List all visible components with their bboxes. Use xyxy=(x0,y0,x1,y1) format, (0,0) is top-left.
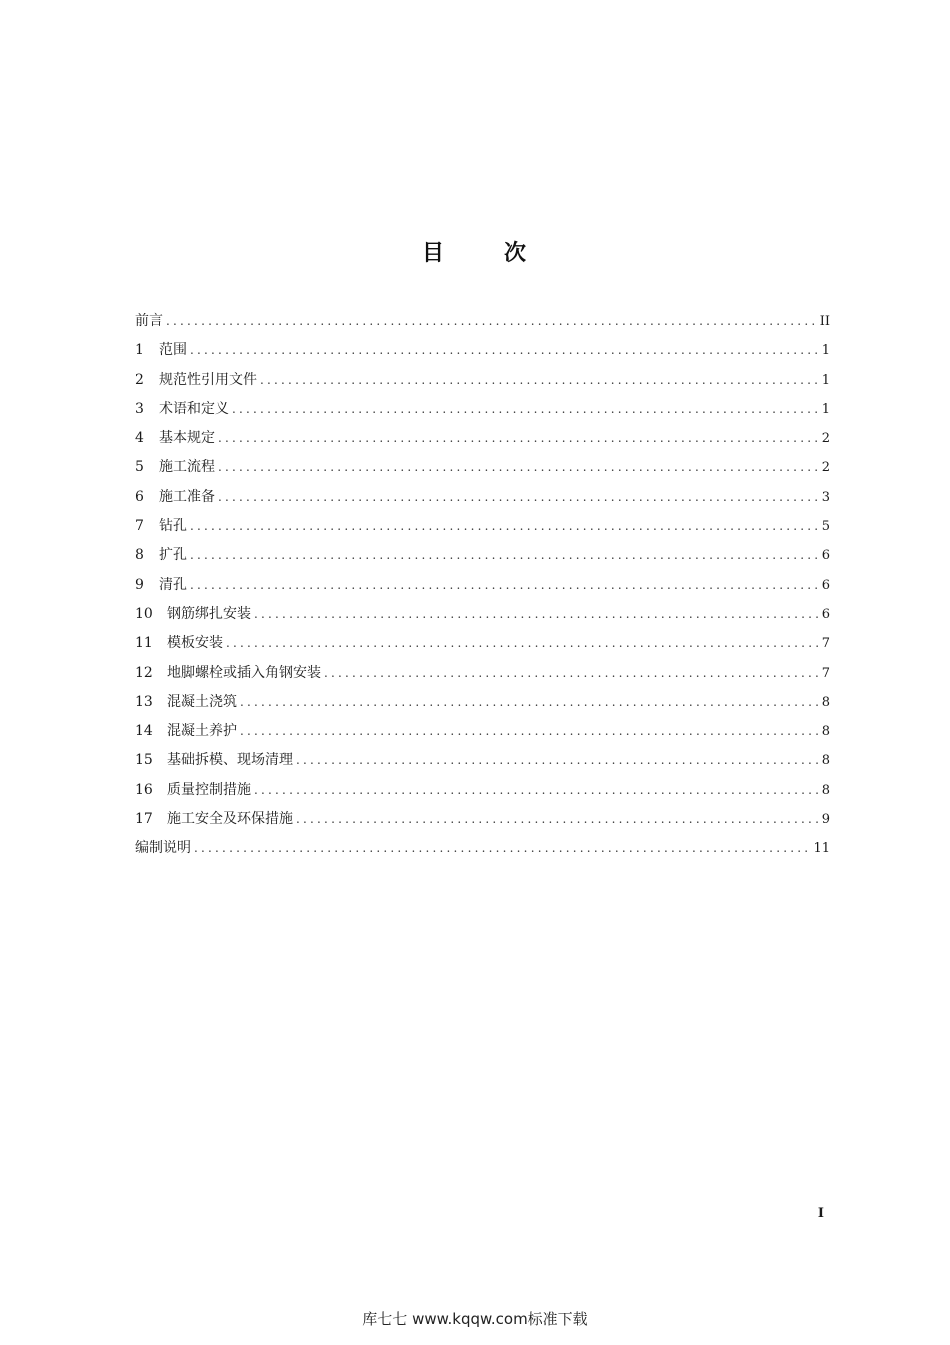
toc-entry-number: 2 xyxy=(135,371,144,388)
toc-entry-label: 基本规定 xyxy=(159,430,215,447)
toc-leader-dots xyxy=(254,778,819,802)
toc-leader-dots xyxy=(218,426,819,450)
toc-entry-number: 11 xyxy=(135,635,153,652)
toc-entry-number: 1 xyxy=(135,342,144,359)
toc-leader-dots xyxy=(190,573,819,597)
toc-entry[interactable] xyxy=(135,514,830,543)
toc-leader-dots xyxy=(190,543,819,567)
toc-entry-number: 9 xyxy=(135,576,144,593)
toc-entry[interactable] xyxy=(135,573,830,602)
toc-entry-number: 17 xyxy=(135,811,153,828)
toc-entry-page: 2 xyxy=(821,431,830,447)
toc-entry[interactable] xyxy=(135,690,830,719)
toc-entry-number: 7 xyxy=(135,518,144,535)
toc-leader-dots xyxy=(296,807,819,831)
toc-title-right: 次 xyxy=(504,241,529,266)
toc-entry[interactable] xyxy=(135,836,830,865)
toc-entry-label: 钢筋绑扎安装 xyxy=(167,605,251,622)
toc-entry-page: 1 xyxy=(821,343,830,359)
toc-entry[interactable] xyxy=(135,748,830,777)
toc-entry-number: 5 xyxy=(135,459,144,476)
toc-leader-dots xyxy=(190,338,819,362)
toc-entry-label: 扩孔 xyxy=(159,547,187,564)
toc-entry[interactable] xyxy=(135,661,830,690)
toc-entry-page: 7 xyxy=(821,665,830,681)
toc-entry[interactable] xyxy=(135,309,830,338)
toc-entry-page: 3 xyxy=(821,489,830,505)
toc-leader-dots xyxy=(240,690,819,714)
toc-entry-page: 9 xyxy=(821,812,830,828)
toc-entry-page: 8 xyxy=(821,694,830,710)
toc-entry-number: 14 xyxy=(135,723,153,740)
toc-leader-dots xyxy=(226,631,819,655)
toc-entry-label: 前言 xyxy=(135,313,163,329)
toc-entry-page: 1 xyxy=(821,372,830,388)
toc-leader-dots xyxy=(324,661,819,685)
toc-leader-dots xyxy=(296,748,819,772)
toc-entry[interactable] xyxy=(135,719,830,748)
toc-entry-page: 8 xyxy=(821,782,830,798)
toc-leader-dots xyxy=(232,397,819,421)
toc-entry[interactable] xyxy=(135,485,830,514)
page-number: I xyxy=(817,1206,824,1221)
toc-entry-label: 规范性引用文件 xyxy=(159,371,257,388)
toc-entry-number: 8 xyxy=(135,547,144,564)
toc-entry[interactable] xyxy=(135,807,830,836)
toc-leader-dots xyxy=(218,485,819,509)
toc-entry-label: 范围 xyxy=(159,342,187,359)
toc-leader-dots xyxy=(166,309,817,333)
toc-entry-page: 8 xyxy=(821,753,830,769)
toc-entry-label: 混凝土养护 xyxy=(167,723,237,740)
toc-entry[interactable] xyxy=(135,602,830,631)
footer-watermark: 库七七 www.kqqw.com标准下载 xyxy=(362,1310,588,1328)
toc-entry-label: 术语和定义 xyxy=(159,400,229,417)
toc-entry-number: 15 xyxy=(135,752,153,769)
toc-entry[interactable] xyxy=(135,455,830,484)
toc-entry-label: 施工安全及环保措施 xyxy=(167,811,293,828)
toc-entry-label: 质量控制措施 xyxy=(167,781,251,798)
toc-entry-label: 施工流程 xyxy=(159,459,215,476)
toc-entry-label: 编制说明 xyxy=(135,840,191,857)
toc-entry-page: 8 xyxy=(821,724,830,740)
toc-entry[interactable] xyxy=(135,397,830,426)
toc-entry-page: 7 xyxy=(821,636,830,652)
toc-entry-page: 5 xyxy=(821,519,830,535)
toc-entry-label: 钻孔 xyxy=(159,518,187,535)
toc-title-left: 目 xyxy=(421,241,446,266)
toc-entry[interactable] xyxy=(135,543,830,572)
toc-entry[interactable] xyxy=(135,778,830,807)
toc-leader-dots xyxy=(190,514,819,538)
toc-title xyxy=(0,236,950,267)
toc-entry-page: 1 xyxy=(821,401,830,417)
toc-leader-dots xyxy=(218,455,819,479)
toc-entry-page: 11 xyxy=(813,841,830,857)
toc-entry-page: 6 xyxy=(821,577,830,593)
toc-entry-page: II xyxy=(819,314,830,329)
toc-entry-label: 模板安装 xyxy=(167,635,223,652)
toc-entry-label: 清孔 xyxy=(159,576,187,593)
toc-leader-dots xyxy=(240,719,819,743)
toc-leader-dots xyxy=(194,836,810,860)
toc-entry-number: 6 xyxy=(135,488,144,505)
toc-entry[interactable] xyxy=(135,338,830,367)
toc-entry[interactable] xyxy=(135,426,830,455)
toc-entry-page: 6 xyxy=(821,548,830,564)
toc-entry-number: 16 xyxy=(135,781,153,798)
toc-entry-label: 施工准备 xyxy=(159,488,215,505)
toc-entry-number: 10 xyxy=(135,605,153,622)
toc-entry[interactable] xyxy=(135,631,830,660)
toc-entry-label: 基础拆模、现场清理 xyxy=(167,752,293,769)
toc-entry-page: 2 xyxy=(821,460,830,476)
toc-entry-number: 12 xyxy=(135,664,153,681)
toc-leader-dots xyxy=(254,602,819,626)
toc-entry[interactable] xyxy=(135,368,830,397)
toc-entry-number: 13 xyxy=(135,693,153,710)
toc-entry-page: 6 xyxy=(821,606,830,622)
toc-leader-dots xyxy=(260,368,819,392)
toc-entry-label: 混凝土浇筑 xyxy=(167,693,237,710)
toc-entry-number: 3 xyxy=(135,400,144,417)
toc-entry-number: 4 xyxy=(135,430,144,447)
toc-entry-label: 地脚螺栓或插入角钢安装 xyxy=(167,664,321,681)
toc-list xyxy=(135,309,830,866)
